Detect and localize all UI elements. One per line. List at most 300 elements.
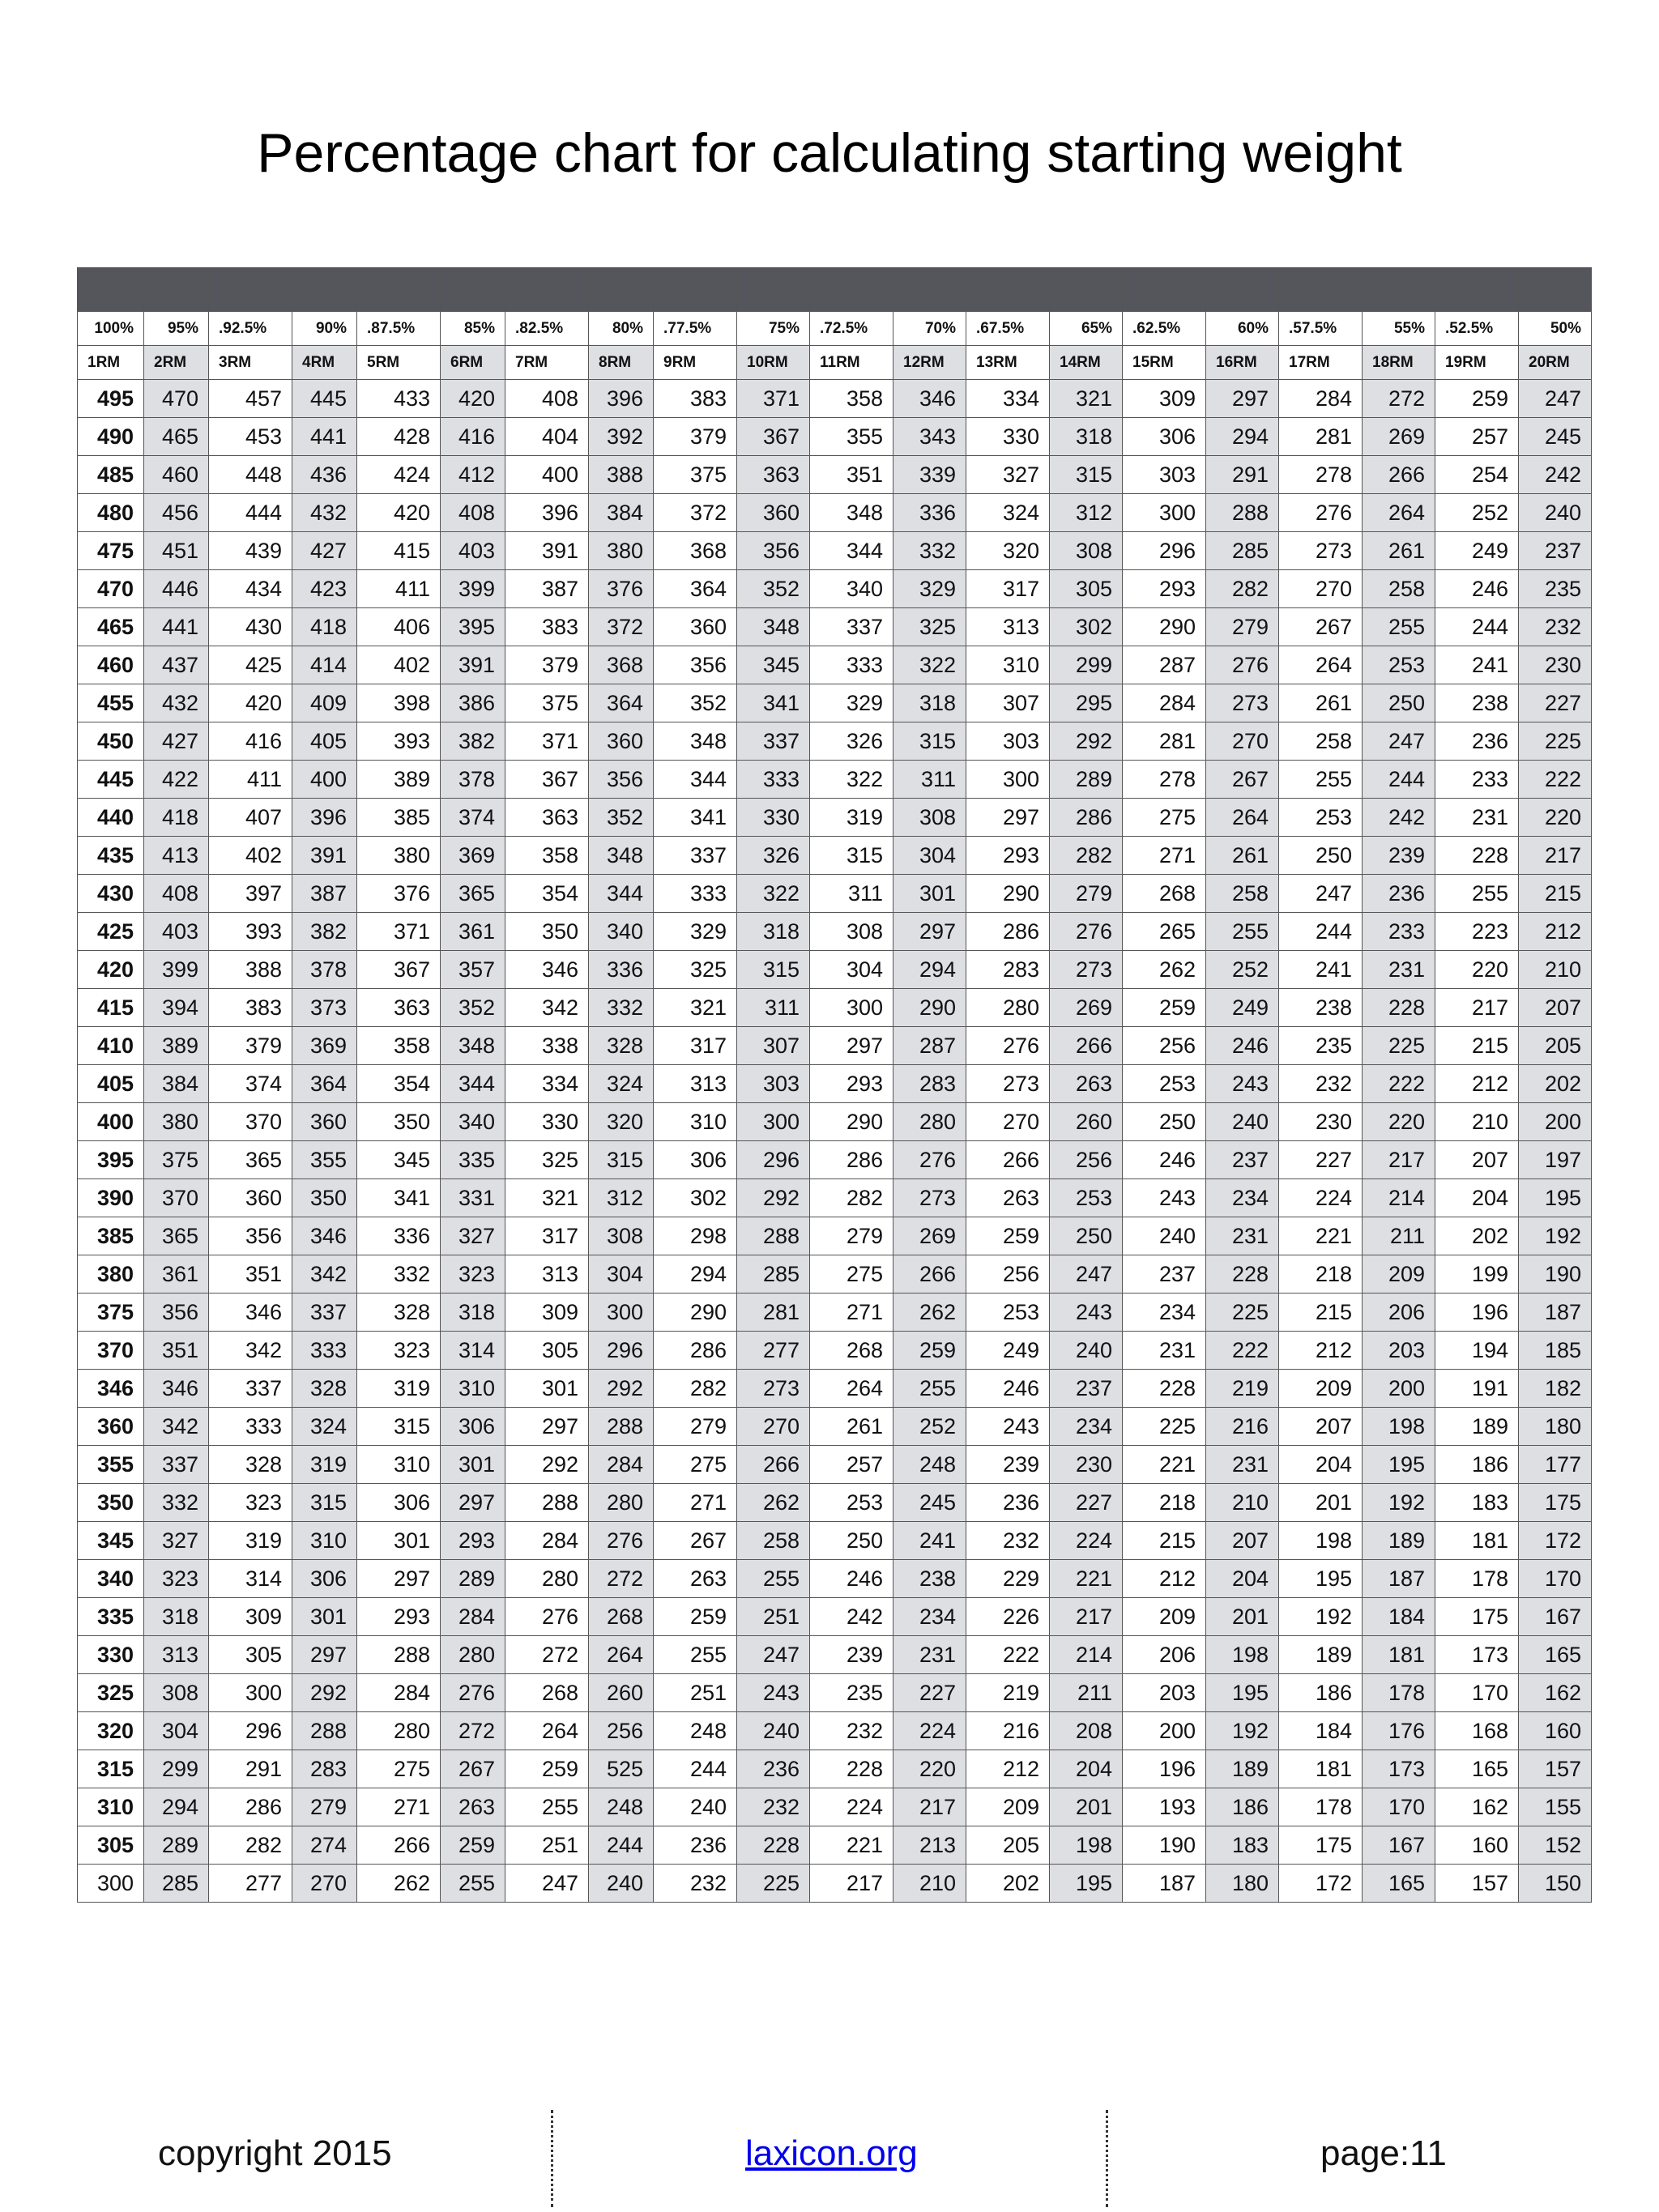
header-bar-cell — [144, 268, 209, 312]
weight-cell: 216 — [1206, 1408, 1279, 1446]
weight-cell: 346 — [505, 951, 589, 989]
weight-cell: 282 — [209, 1826, 292, 1865]
rm-header: 14RM — [1050, 346, 1123, 380]
header-bar-cell — [737, 268, 810, 312]
weight-cell: 337 — [737, 722, 810, 761]
weight-cell: 273 — [966, 1065, 1050, 1103]
weight-cell: 190 — [1519, 1255, 1592, 1294]
weight-cell: 194 — [1435, 1332, 1519, 1370]
weight-cell: 206 — [1123, 1636, 1206, 1674]
weight-cell: 247 — [1279, 875, 1363, 913]
rm-header: 6RM — [441, 346, 505, 380]
weight-cell: 246 — [810, 1560, 893, 1598]
weight-cell: 232 — [810, 1712, 893, 1750]
weight-cell: 296 — [1123, 532, 1206, 570]
weight-cell: 286 — [810, 1141, 893, 1179]
weight-cell: 379 — [209, 1027, 292, 1065]
weight-cell: 432 — [144, 684, 209, 722]
weight-cell: 290 — [893, 989, 966, 1027]
weight-cell: 350 — [505, 913, 589, 951]
weight-cell: 303 — [966, 722, 1050, 761]
weight-cell: 411 — [357, 570, 441, 608]
weight-cell: 248 — [893, 1446, 966, 1484]
one-rep-max-cell: 385 — [78, 1217, 144, 1255]
weight-cell: 408 — [144, 875, 209, 913]
weight-cell: 346 — [292, 1217, 357, 1255]
weight-cell: 290 — [1123, 608, 1206, 646]
weight-cell: 350 — [357, 1103, 441, 1141]
weight-cell: 280 — [589, 1484, 654, 1522]
weight-cell: 251 — [654, 1674, 737, 1712]
weight-cell: 408 — [441, 494, 505, 532]
weight-cell: 315 — [292, 1484, 357, 1522]
weight-cell: 322 — [810, 761, 893, 799]
weight-cell: 285 — [737, 1255, 810, 1294]
weight-cell: 348 — [441, 1027, 505, 1065]
weight-cell: 189 — [1206, 1750, 1279, 1788]
weight-cell: 280 — [441, 1636, 505, 1674]
percent-header-row — [78, 312, 1592, 346]
weight-cell: 170 — [1435, 1674, 1519, 1712]
weight-cell: 360 — [589, 722, 654, 761]
weight-cell: 187 — [1519, 1294, 1592, 1332]
rm-header: 13RM — [966, 346, 1050, 380]
percent-header: .62.5% — [1123, 312, 1206, 346]
weight-cell: 242 — [810, 1598, 893, 1636]
weight-cell: 329 — [893, 570, 966, 608]
weight-cell: 260 — [1050, 1103, 1123, 1141]
weight-cell: 318 — [737, 913, 810, 951]
weight-cell: 315 — [737, 951, 810, 989]
percent-header: .72.5% — [810, 312, 893, 346]
table-row — [78, 1750, 1592, 1788]
weight-cell: 411 — [209, 761, 292, 799]
weight-cell: 186 — [1206, 1788, 1279, 1826]
weight-cell: 165 — [1519, 1636, 1592, 1674]
percent-header: 80% — [589, 312, 654, 346]
one-rep-max-cell: 410 — [78, 1027, 144, 1065]
weight-cell: 344 — [441, 1065, 505, 1103]
weight-cell: 276 — [966, 1027, 1050, 1065]
weight-cell: 418 — [144, 799, 209, 837]
weight-cell: 393 — [209, 913, 292, 951]
percent-header: 75% — [737, 312, 810, 346]
weight-cell: 400 — [292, 761, 357, 799]
weight-cell: 291 — [1206, 456, 1279, 494]
weight-cell: 301 — [441, 1446, 505, 1484]
weight-cell: 297 — [966, 799, 1050, 837]
percent-header: 60% — [1206, 312, 1279, 346]
weight-cell: 247 — [1050, 1255, 1123, 1294]
weight-cell: 300 — [737, 1103, 810, 1141]
weight-cell: 246 — [1206, 1027, 1279, 1065]
one-rep-max-cell: 340 — [78, 1560, 144, 1598]
one-rep-max-cell: 480 — [78, 494, 144, 532]
weight-cell: 348 — [737, 608, 810, 646]
weight-cell: 279 — [1050, 875, 1123, 913]
weight-cell: 162 — [1519, 1674, 1592, 1712]
weight-cell: 270 — [1206, 722, 1279, 761]
weight-cell: 204 — [1279, 1446, 1363, 1484]
weight-cell: 276 — [1206, 646, 1279, 684]
weight-cell: 360 — [654, 608, 737, 646]
weight-cell: 237 — [1123, 1255, 1206, 1294]
weight-cell: 210 — [1519, 951, 1592, 989]
weight-cell: 253 — [966, 1294, 1050, 1332]
weight-cell: 220 — [1435, 951, 1519, 989]
weight-cell: 279 — [810, 1217, 893, 1255]
weight-cell: 237 — [1519, 532, 1592, 570]
header-bar-cell — [589, 268, 654, 312]
weight-cell: 332 — [144, 1484, 209, 1522]
weight-cell: 212 — [1519, 913, 1592, 951]
weight-cell: 252 — [1435, 494, 1519, 532]
weight-cell: 249 — [966, 1332, 1050, 1370]
percent-header: .77.5% — [654, 312, 737, 346]
weight-cell: 380 — [144, 1103, 209, 1141]
weight-cell: 396 — [292, 799, 357, 837]
weight-cell: 441 — [144, 608, 209, 646]
weight-cell: 183 — [1206, 1826, 1279, 1865]
weight-cell: 244 — [1279, 913, 1363, 951]
percent-header: 55% — [1363, 312, 1435, 346]
rm-header: 8RM — [589, 346, 654, 380]
weight-cell: 251 — [505, 1826, 589, 1865]
weight-cell: 255 — [1279, 761, 1363, 799]
weight-cell: 219 — [1206, 1370, 1279, 1408]
table-row — [78, 1217, 1592, 1255]
weight-cell: 207 — [1435, 1141, 1519, 1179]
weight-cell: 356 — [654, 646, 737, 684]
weight-cell: 323 — [144, 1560, 209, 1598]
weight-cell: 250 — [1123, 1103, 1206, 1141]
weight-cell: 318 — [144, 1598, 209, 1636]
weight-cell: 236 — [737, 1750, 810, 1788]
weight-cell: 150 — [1519, 1865, 1592, 1903]
weight-cell: 291 — [209, 1750, 292, 1788]
weight-cell: 200 — [1123, 1712, 1206, 1750]
weight-cell: 280 — [505, 1560, 589, 1598]
header-bar-cell — [357, 268, 441, 312]
weight-cell: 260 — [589, 1674, 654, 1712]
header-bar-cell — [1363, 268, 1435, 312]
weight-cell: 277 — [737, 1332, 810, 1370]
weight-cell: 307 — [737, 1027, 810, 1065]
weight-cell: 346 — [209, 1294, 292, 1332]
weight-cell: 332 — [589, 989, 654, 1027]
weight-cell: 344 — [589, 875, 654, 913]
weight-cell: 297 — [357, 1560, 441, 1598]
weight-cell: 238 — [1435, 684, 1519, 722]
weight-cell: 246 — [1435, 570, 1519, 608]
weight-cell: 336 — [893, 494, 966, 532]
weight-cell: 241 — [1279, 951, 1363, 989]
weight-cell: 230 — [1519, 646, 1592, 684]
weight-cell: 204 — [1050, 1750, 1123, 1788]
weight-cell: 257 — [810, 1446, 893, 1484]
weight-cell: 325 — [505, 1141, 589, 1179]
weight-cell: 337 — [810, 608, 893, 646]
table-row — [78, 837, 1592, 875]
weight-cell: 425 — [209, 646, 292, 684]
weight-cell: 329 — [810, 684, 893, 722]
one-rep-max-cell: 395 — [78, 1141, 144, 1179]
weight-cell: 272 — [1363, 380, 1435, 418]
weight-cell: 165 — [1363, 1865, 1435, 1903]
rm-header: 18RM — [1363, 346, 1435, 380]
weight-cell: 221 — [1279, 1217, 1363, 1255]
weight-cell: 288 — [292, 1712, 357, 1750]
weight-cell: 266 — [893, 1255, 966, 1294]
table-row — [78, 1332, 1592, 1370]
weight-cell: 241 — [893, 1522, 966, 1560]
weight-cell: 198 — [1050, 1826, 1123, 1865]
weight-cell: 337 — [144, 1446, 209, 1484]
weight-cell: 263 — [654, 1560, 737, 1598]
weight-cell: 215 — [1519, 875, 1592, 913]
weight-cell: 266 — [737, 1446, 810, 1484]
weight-cell: 261 — [1363, 532, 1435, 570]
weight-cell: 276 — [1279, 494, 1363, 532]
weight-cell: 275 — [1123, 799, 1206, 837]
weight-cell: 315 — [810, 837, 893, 875]
weight-cell: 170 — [1519, 1560, 1592, 1598]
weight-cell: 384 — [589, 494, 654, 532]
weight-cell: 295 — [1050, 684, 1123, 722]
weight-cell: 228 — [1123, 1370, 1206, 1408]
weight-cell: 224 — [1050, 1522, 1123, 1560]
weight-cell: 210 — [893, 1865, 966, 1903]
weight-cell: 378 — [441, 761, 505, 799]
weight-cell: 356 — [737, 532, 810, 570]
weight-cell: 167 — [1363, 1826, 1435, 1865]
weight-cell: 312 — [1050, 494, 1123, 532]
weight-cell: 433 — [357, 380, 441, 418]
weight-cell: 219 — [966, 1674, 1050, 1712]
weight-cell: 296 — [209, 1712, 292, 1750]
weight-cell: 165 — [1435, 1750, 1519, 1788]
weight-cell: 448 — [209, 456, 292, 494]
weight-cell: 346 — [144, 1370, 209, 1408]
weight-cell: 296 — [737, 1141, 810, 1179]
weight-cell: 299 — [144, 1750, 209, 1788]
weight-cell: 288 — [357, 1636, 441, 1674]
weight-cell: 288 — [1206, 494, 1279, 532]
weight-cell: 234 — [1050, 1408, 1123, 1446]
page-number: page:11 — [1320, 2133, 1447, 2173]
weight-cell: 257 — [1435, 418, 1519, 456]
weight-cell: 235 — [1279, 1027, 1363, 1065]
weight-cell: 222 — [1206, 1332, 1279, 1370]
weight-cell: 271 — [1123, 837, 1206, 875]
one-rep-max-cell: 346 — [78, 1370, 144, 1408]
weight-cell: 249 — [1206, 989, 1279, 1027]
weight-cell: 280 — [966, 989, 1050, 1027]
table-row — [78, 532, 1592, 570]
weight-cell: 248 — [654, 1712, 737, 1750]
weight-cell: 320 — [966, 532, 1050, 570]
weight-cell: 388 — [589, 456, 654, 494]
weight-cell: 289 — [441, 1560, 505, 1598]
weight-cell: 255 — [893, 1370, 966, 1408]
rm-header: 15RM — [1123, 346, 1206, 380]
weight-cell: 308 — [893, 799, 966, 837]
weight-cell: 243 — [1123, 1179, 1206, 1217]
weight-cell: 225 — [737, 1865, 810, 1903]
weight-cell: 306 — [357, 1484, 441, 1522]
weight-cell: 240 — [1050, 1332, 1123, 1370]
table-row — [78, 1712, 1592, 1750]
weight-cell: 439 — [209, 532, 292, 570]
weight-cell: 255 — [1363, 608, 1435, 646]
weight-cell: 261 — [1206, 837, 1279, 875]
weight-cell: 230 — [1050, 1446, 1123, 1484]
one-rep-max-cell: 455 — [78, 684, 144, 722]
weight-cell: 436 — [292, 456, 357, 494]
rm-header: 19RM — [1435, 346, 1519, 380]
weight-cell: 416 — [209, 722, 292, 761]
weight-cell: 273 — [1050, 951, 1123, 989]
weight-cell: 212 — [1435, 1065, 1519, 1103]
weight-cell: 340 — [589, 913, 654, 951]
weight-cell: 293 — [810, 1065, 893, 1103]
weight-cell: 268 — [1123, 875, 1206, 913]
weight-cell: 185 — [1519, 1332, 1592, 1370]
weight-cell: 267 — [441, 1750, 505, 1788]
weight-cell: 333 — [654, 875, 737, 913]
weight-cell: 354 — [357, 1065, 441, 1103]
weight-cell: 287 — [893, 1027, 966, 1065]
weight-cell: 299 — [1050, 646, 1123, 684]
weight-cell: 201 — [1279, 1484, 1363, 1522]
header-bar-cell — [292, 268, 357, 312]
weight-cell: 456 — [144, 494, 209, 532]
weight-cell: 217 — [1435, 989, 1519, 1027]
weight-cell: 306 — [292, 1560, 357, 1598]
weight-cell: 396 — [505, 494, 589, 532]
weight-cell: 453 — [209, 418, 292, 456]
header-bar-cell — [78, 268, 144, 312]
weight-cell: 413 — [144, 837, 209, 875]
weight-cell: 261 — [810, 1408, 893, 1446]
weight-cell: 356 — [144, 1294, 209, 1332]
weight-cell: 222 — [1519, 761, 1592, 799]
weight-cell: 273 — [1279, 532, 1363, 570]
weight-cell: 311 — [737, 989, 810, 1027]
weight-cell: 351 — [810, 456, 893, 494]
weight-cell: 247 — [737, 1636, 810, 1674]
weight-cell: 262 — [737, 1484, 810, 1522]
header-bar-cell — [1206, 268, 1279, 312]
weight-cell: 250 — [1363, 684, 1435, 722]
weight-cell: 437 — [144, 646, 209, 684]
weight-cell: 300 — [810, 989, 893, 1027]
weight-cell: 259 — [654, 1598, 737, 1636]
weight-cell: 352 — [737, 570, 810, 608]
weight-cell: 167 — [1519, 1598, 1592, 1636]
percent-header: 50% — [1519, 312, 1592, 346]
weight-cell: 297 — [505, 1408, 589, 1446]
weight-cell: 285 — [1206, 532, 1279, 570]
weight-cell: 215 — [1279, 1294, 1363, 1332]
weight-cell: 284 — [1279, 380, 1363, 418]
weight-cell: 304 — [144, 1712, 209, 1750]
table-row — [78, 570, 1592, 608]
weight-cell: 189 — [1363, 1522, 1435, 1560]
weight-cell: 209 — [966, 1788, 1050, 1826]
weight-cell: 380 — [357, 837, 441, 875]
weight-cell: 276 — [1050, 913, 1123, 951]
weight-cell: 192 — [1279, 1598, 1363, 1636]
weight-cell: 367 — [357, 951, 441, 989]
weight-cell: 405 — [292, 722, 357, 761]
weight-cell: 210 — [1435, 1103, 1519, 1141]
weight-cell: 290 — [654, 1294, 737, 1332]
weight-cell: 396 — [589, 380, 654, 418]
weight-cell: 383 — [654, 380, 737, 418]
weight-cell: 300 — [589, 1294, 654, 1332]
weight-cell: 278 — [1123, 761, 1206, 799]
table-row — [78, 1826, 1592, 1865]
weight-cell: 457 — [209, 380, 292, 418]
weight-cell: 418 — [292, 608, 357, 646]
weight-cell: 258 — [1206, 875, 1279, 913]
site-link[interactable]: laxicon.org — [745, 2133, 918, 2173]
weight-cell: 340 — [441, 1103, 505, 1141]
weight-cell: 398 — [357, 684, 441, 722]
weight-cell: 244 — [1435, 608, 1519, 646]
weight-cell: 348 — [810, 494, 893, 532]
weight-cell: 207 — [1279, 1408, 1363, 1446]
weight-cell: 312 — [589, 1179, 654, 1217]
weight-cell: 221 — [810, 1826, 893, 1865]
weight-cell: 186 — [1279, 1674, 1363, 1712]
weight-cell: 428 — [357, 418, 441, 456]
weight-cell: 319 — [357, 1370, 441, 1408]
rm-header: 20RM — [1519, 346, 1592, 380]
weight-cell: 380 — [589, 532, 654, 570]
header-bar-cell — [1435, 268, 1519, 312]
weight-cell: 365 — [441, 875, 505, 913]
weight-cell: 364 — [292, 1065, 357, 1103]
weight-cell: 270 — [1279, 570, 1363, 608]
weight-cell: 360 — [209, 1179, 292, 1217]
weight-cell: 420 — [357, 494, 441, 532]
weight-cell: 268 — [810, 1332, 893, 1370]
table-row — [78, 418, 1592, 456]
weight-cell: 273 — [1206, 684, 1279, 722]
weight-cell: 231 — [1206, 1217, 1279, 1255]
weight-cell: 342 — [505, 989, 589, 1027]
weight-cell: 351 — [209, 1255, 292, 1294]
weight-cell: 285 — [144, 1865, 209, 1903]
weight-cell: 175 — [1435, 1598, 1519, 1636]
weight-cell: 422 — [144, 761, 209, 799]
weight-cell: 230 — [1279, 1103, 1363, 1141]
weight-cell: 292 — [505, 1446, 589, 1484]
rm-header: 2RM — [144, 346, 209, 380]
weight-cell: 397 — [209, 875, 292, 913]
weight-cell: 339 — [893, 456, 966, 494]
weight-cell: 361 — [441, 913, 505, 951]
weight-cell: 288 — [505, 1484, 589, 1522]
weight-cell: 387 — [292, 875, 357, 913]
weight-cell: 319 — [810, 799, 893, 837]
weight-cell: 387 — [505, 570, 589, 608]
weight-cell: 400 — [505, 456, 589, 494]
weight-cell: 297 — [441, 1484, 505, 1522]
weight-cell: 315 — [1050, 456, 1123, 494]
